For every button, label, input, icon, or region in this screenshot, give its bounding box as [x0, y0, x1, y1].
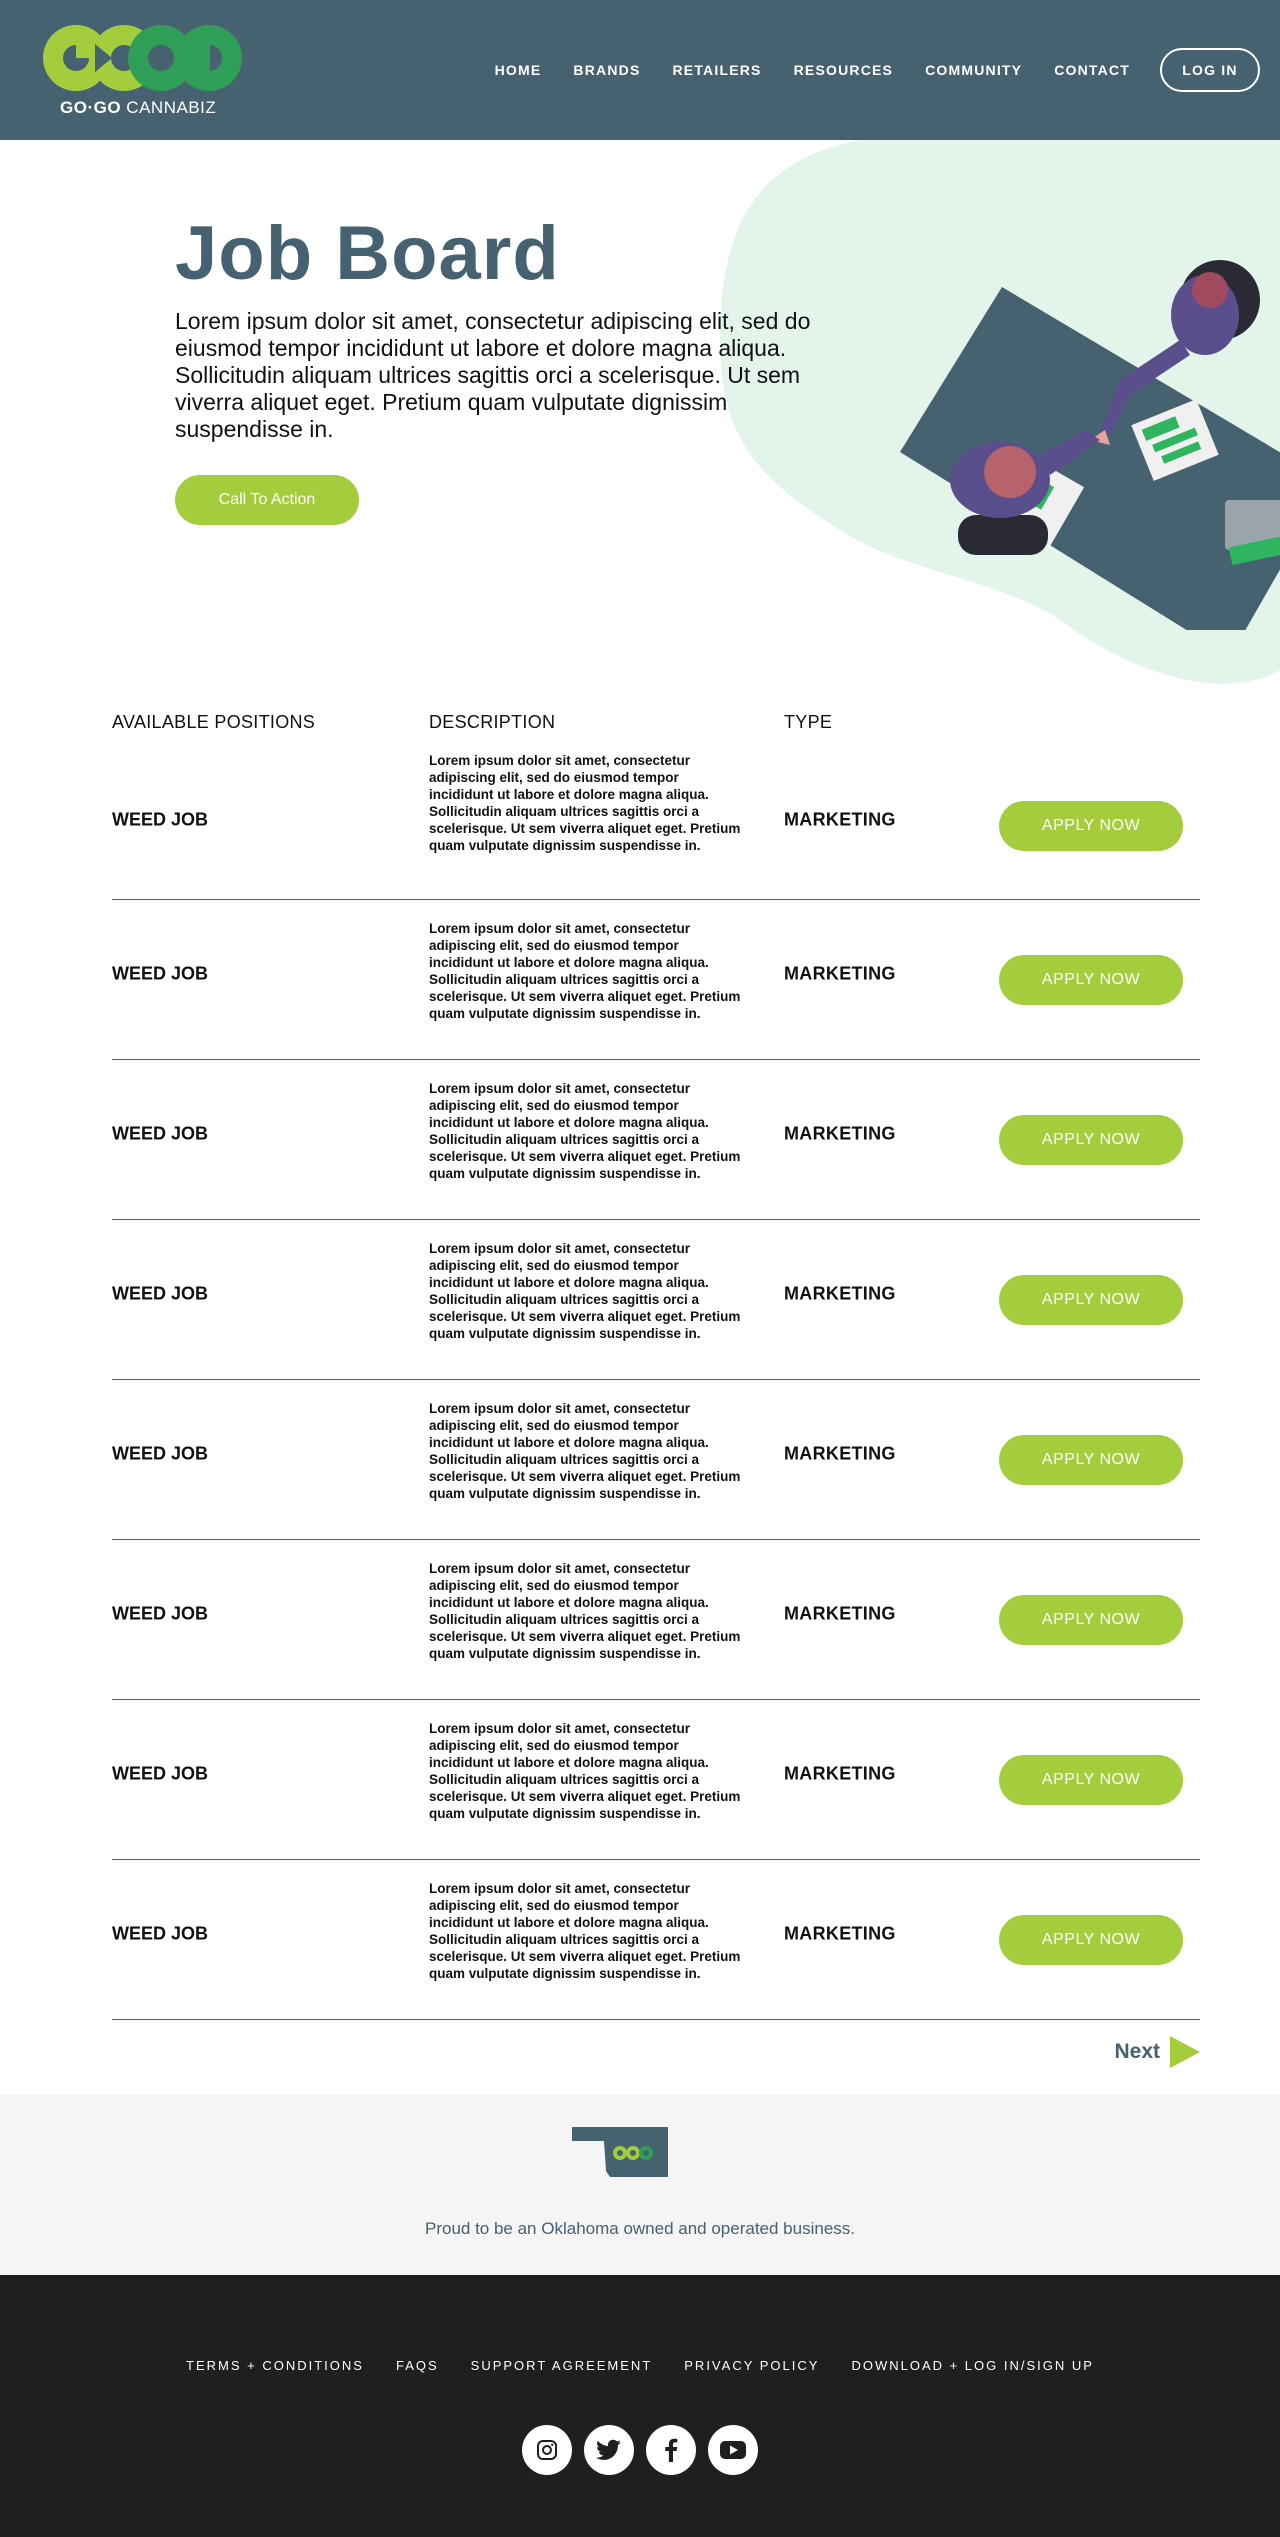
table-row: [112, 1380, 1200, 1540]
facebook-icon[interactable]: [646, 2425, 696, 2475]
footer-link-faqs[interactable]: FAQS: [395, 2358, 439, 2373]
table-row: [112, 1540, 1200, 1700]
job-table: [112, 700, 1200, 2095]
nav-home[interactable]: HOME: [494, 62, 542, 78]
apply-now-button[interactable]: APPLY NOW: [999, 1435, 1183, 1485]
job-description: Lorem ipsum dolor sit amet, consectetur adipiscing elit, sed do eiusmod tempor incididunt ut labore et dolore magna aliqua. Sollicitudin aliquam ultrices sagittis orci a scelerisque. Ut sem viverra aliquet eget. Pretium quam vulputate dignissim suspendisse in.: [429, 753, 741, 853]
job-description: Lorem ipsum dolor sit amet, consectetur adipiscing elit, sed do eiusmod tempor incididunt ut labore et dolore magna aliqua. Sollicitudin aliquam ultrices sagittis orci a scelerisque. Ut sem viverra aliquet eget. Pretium quam vulputate dignissim suspendisse in.: [429, 1241, 741, 1341]
nav-retailers[interactable]: RETAILERS: [672, 62, 762, 78]
job-description: Lorem ipsum dolor sit amet, consectetur adipiscing elit, sed do eiusmod tempor incididunt ut labore et dolore magna aliqua. Sollicitudin aliquam ultrices sagittis orci a scelerisque. Ut sem viverra aliquet eget. Pretium quam vulputate dignissim suspendisse in.: [429, 1721, 741, 1821]
table-row: [112, 1860, 1200, 2020]
logo[interactable]: [40, 24, 245, 120]
apply-now-button[interactable]: APPLY NOW: [999, 1755, 1183, 1805]
job-type: MARKETING: [784, 1923, 896, 1943]
handshake-illustration: [890, 230, 1280, 630]
header-type: TYPE: [784, 712, 833, 732]
table-row: [112, 1700, 1200, 1860]
site-header: [0, 0, 1280, 140]
job-title: WEED JOB: [112, 1923, 209, 1943]
job-description: Lorem ipsum dolor sit amet, consectetur adipiscing elit, sed do eiusmod tempor incididunt ut labore et dolore magna aliqua. Sollicitudin aliquam ultrices sagittis orci a scelerisque. Ut sem viverra aliquet eget. Pretium quam vulputate dignissim suspendisse in.: [429, 1401, 741, 1501]
hero-section: [0, 140, 1280, 700]
hero-description: Lorem ipsum dolor sit amet, consectetur adipiscing elit, sed do eiusmod tempor incididunt ut labore et dolore magna aliqua. Sollicitudin aliquam ultrices sagittis orci a scelerisque. Ut sem viverra aliquet eget. Pretium quam vulputate dignissim suspendisse in.: [175, 308, 811, 442]
table-row: [112, 1220, 1200, 1380]
job-description: Lorem ipsum dolor sit amet, consectetur adipiscing elit, sed do eiusmod tempor incididunt ut labore et dolore magna aliqua. Sollicitudin aliquam ultrices sagittis orci a scelerisque. Ut sem viverra aliquet eget. Pretium quam vulputate dignissim suspendisse in.: [429, 1561, 741, 1661]
youtube-icon[interactable]: [708, 2425, 758, 2475]
apply-now-button[interactable]: APPLY NOW: [999, 955, 1183, 1005]
footer-link-download-login[interactable]: DOWNLOAD + LOG IN/SIGN UP: [851, 2358, 1094, 2373]
nav-resources[interactable]: RESOURCES: [793, 62, 894, 78]
ownership-statement: Proud to be an Oklahoma owned and operated business.: [424, 2219, 855, 2238]
site-footer: [0, 2275, 1280, 2537]
job-title: WEED JOB: [112, 1603, 209, 1623]
footer-link-support-agreement[interactable]: SUPPORT AGREEMENT: [470, 2358, 653, 2373]
nav-contact[interactable]: CONTACT: [1054, 62, 1130, 78]
table-row: [112, 752, 1200, 900]
apply-now-button[interactable]: APPLY NOW: [999, 1915, 1183, 1965]
main-nav: [463, 48, 1260, 92]
job-type: MARKETING: [784, 1443, 896, 1463]
oklahoma-map-icon: [570, 2125, 670, 2179]
job-type: MARKETING: [784, 1603, 896, 1623]
next-label: Next: [1114, 2040, 1160, 2063]
header-available-positions: AVAILABLE POSITIONS: [112, 712, 316, 732]
play-arrow-icon: [1170, 2036, 1200, 2068]
apply-now-button[interactable]: APPLY NOW: [999, 1115, 1183, 1165]
nav-brands[interactable]: BRANDS: [573, 62, 641, 78]
footer-link-terms[interactable]: TERMS + CONDITIONS: [186, 2358, 364, 2373]
job-title: WEED JOB: [112, 809, 209, 829]
job-table-header: [112, 700, 1200, 752]
apply-now-button[interactable]: APPLY NOW: [999, 1595, 1183, 1645]
page-title: Job Board: [175, 211, 560, 296]
job-type: MARKETING: [784, 963, 896, 983]
table-row: [112, 1060, 1200, 1220]
prefooter: [0, 2095, 1280, 2275]
job-description: Lorem ipsum dolor sit amet, consectetur adipiscing elit, sed do eiusmod tempor incididunt ut labore et dolore magna aliqua. Sollicitudin aliquam ultrices sagittis orci a scelerisque. Ut sem viverra aliquet eget. Pretium quam vulputate dignissim suspendisse in.: [429, 921, 741, 1021]
footer-link-privacy-policy[interactable]: PRIVACY POLICY: [684, 2358, 820, 2373]
job-type: MARKETING: [784, 1763, 896, 1783]
logo-wordmark: GO·GO CANNABIZ: [60, 98, 217, 117]
nav-community[interactable]: COMMUNITY: [925, 62, 1023, 78]
job-description: Lorem ipsum dolor sit amet, consectetur adipiscing elit, sed do eiusmod tempor incididunt ut labore et dolore magna aliqua. Sollicitudin aliquam ultrices sagittis orci a scelerisque. Ut sem viverra aliquet eget. Pretium quam vulputate dignissim suspendisse in.: [429, 1881, 741, 1981]
twitter-icon[interactable]: [584, 2425, 634, 2475]
login-button[interactable]: LOG IN: [1160, 48, 1260, 92]
social-links: [0, 2425, 1280, 2475]
job-title: WEED JOB: [112, 1283, 209, 1303]
job-type: MARKETING: [784, 809, 896, 829]
apply-now-button[interactable]: APPLY NOW: [999, 1275, 1183, 1325]
job-type: MARKETING: [784, 1283, 896, 1303]
next-page-button[interactable]: [1114, 2036, 1200, 2068]
call-to-action-button[interactable]: Call To Action: [175, 475, 359, 525]
go-go-logo-icon: [40, 24, 245, 96]
job-title: WEED JOB: [112, 1443, 209, 1463]
footer-links: [0, 2358, 1280, 2373]
job-description: Lorem ipsum dolor sit amet, consectetur adipiscing elit, sed do eiusmod tempor incididunt ut labore et dolore magna aliqua. Sollicitudin aliquam ultrices sagittis orci a scelerisque. Ut sem viverra aliquet eget. Pretium quam vulputate dignissim suspendisse in.: [429, 1081, 741, 1181]
table-row: [112, 900, 1200, 1060]
job-title: WEED JOB: [112, 963, 209, 983]
job-title: WEED JOB: [112, 1763, 209, 1783]
instagram-icon[interactable]: [522, 2425, 572, 2475]
job-type: MARKETING: [784, 1123, 896, 1143]
job-title: WEED JOB: [112, 1123, 209, 1143]
header-description: DESCRIPTION: [429, 712, 556, 732]
apply-now-button[interactable]: APPLY NOW: [999, 801, 1183, 851]
pagination: [112, 2020, 1200, 2095]
